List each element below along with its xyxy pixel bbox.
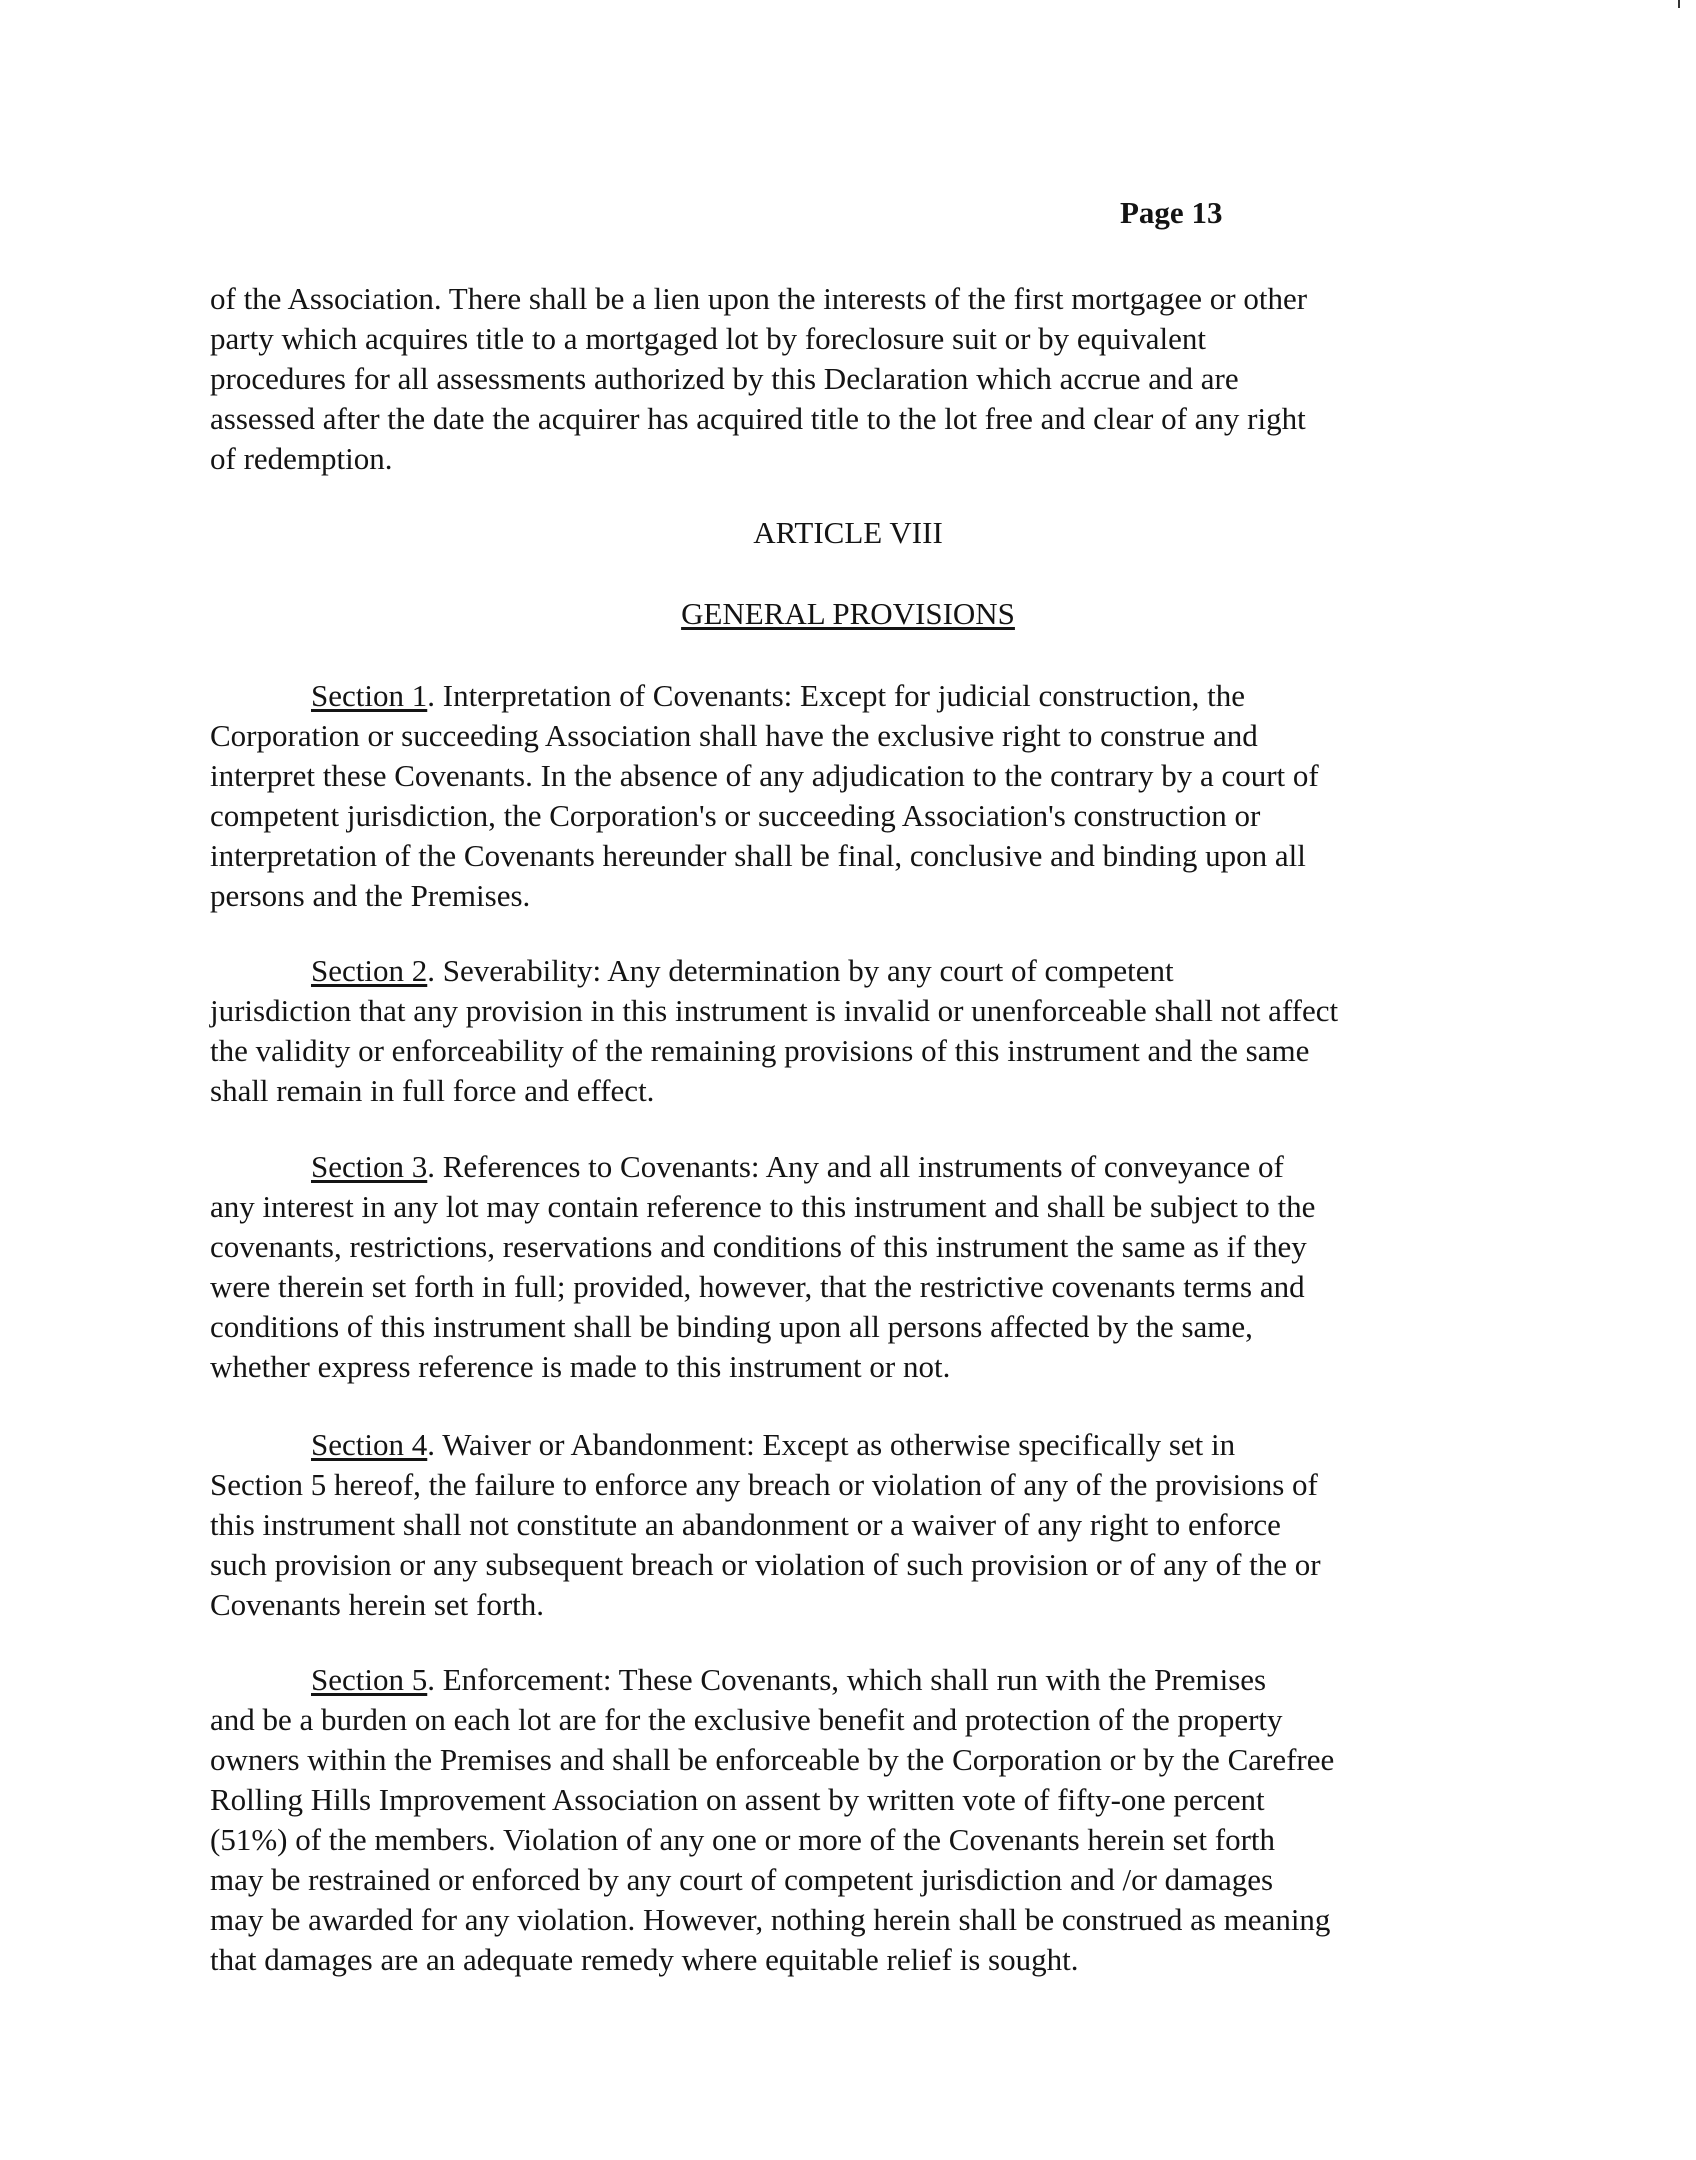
text-line: were therein set forth in full; provided, however, that the restrictive covenants terms and <box>210 1269 1305 1304</box>
text-line: Section 5 hereof, the failure to enforce any breach or violation of any of the provisions of <box>210 1467 1318 1502</box>
section-heading-text: . References to Covenants: Any and all instruments of conveyance of <box>427 1149 1284 1184</box>
section-2-first-line <box>311 951 1174 991</box>
section-heading-text: . Waiver or Abandonment: Except as otherwise specifically set in <box>427 1427 1236 1462</box>
section-heading-text: . Severability: Any determination by any court of competent <box>427 953 1174 988</box>
section-3-first-line <box>311 1147 1284 1187</box>
section-label: Section 1 <box>311 678 428 713</box>
text-line: procedures for all assessments authorized by this Declaration which accrue and are <box>210 361 1239 396</box>
section-4-first-line <box>311 1425 1235 1465</box>
text-line: may be awarded for any violation. However, nothing herein shall be construed as meaning <box>210 1902 1331 1937</box>
text-line: covenants, restrictions, reservations and conditions of this instrument the same as if they <box>210 1229 1307 1264</box>
text-line: party which acquires title to a mortgaged lot by foreclosure suit or by equivalent <box>210 321 1207 356</box>
text-line: persons and the Premises. <box>210 878 531 913</box>
section-label: Section 4 <box>311 1427 428 1462</box>
section-1-first-line <box>311 676 1245 716</box>
page-number: Page 13 <box>1120 195 1223 230</box>
text-line: owners within the Premises and shall be enforceable by the Corporation or by the Carefree <box>210 1742 1335 1777</box>
text-line: Rolling Hills Improvement Association on assent by written vote of fifty-one percent <box>210 1782 1265 1817</box>
text-line: Covenants herein set forth. <box>210 1587 545 1622</box>
text-line: (51%) of the members. Violation of any one or more of the Covenants herein set forth <box>210 1822 1276 1857</box>
article-title: GENERAL PROVISIONS <box>681 596 1015 631</box>
text-line: whether express reference is made to this instrument or not. <box>210 1349 951 1384</box>
text-line: interpretation of the Covenants hereunder shall be final, conclusive and binding upon all <box>210 838 1306 873</box>
text-line: of redemption. <box>210 441 393 476</box>
text-line: jurisdiction that any provision in this instrument is invalid or unenforceable shall not affect <box>210 993 1339 1028</box>
text-line: of the Association. There shall be a lien upon the interests of the first mortgagee or other <box>210 281 1308 316</box>
section-label: Section 3 <box>311 1149 428 1184</box>
text-line: any interest in any lot may contain reference to this instrument and shall be subject to the <box>210 1189 1316 1224</box>
scan-corner-mark <box>1678 0 1680 8</box>
section-5-first-line <box>311 1660 1266 1700</box>
text-line: conditions of this instrument shall be binding upon all persons affected by the same, <box>210 1309 1253 1344</box>
section-heading-text: . Interpretation of Covenants: Except for judicial construction, the <box>427 678 1246 713</box>
text-line: interpret these Covenants. In the absence of any adjudication to the contrary by a court of <box>210 758 1319 793</box>
text-line: and be a burden on each lot are for the exclusive benefit and protection of the property <box>210 1702 1283 1737</box>
article-title-row <box>0 596 1696 632</box>
text-line: this instrument shall not constitute an abandonment or a waiver of any right to enforce <box>210 1507 1281 1542</box>
section-label: Section 5 <box>311 1662 428 1697</box>
section-heading-text: . Enforcement: These Covenants, which shall run with the Premises <box>427 1662 1267 1697</box>
text-line: competent jurisdiction, the Corporation's or succeeding Association's construction or <box>210 798 1261 833</box>
article-number: ARTICLE VIII <box>753 515 943 550</box>
text-line: that damages are an adequate remedy where equitable relief is sought. <box>210 1942 1079 1977</box>
text-line: the validity or enforceability of the remaining provisions of this instrument and the same <box>210 1033 1310 1068</box>
text-line: such provision or any subsequent breach or violation of such provision or of any of the or <box>210 1547 1321 1582</box>
text-line: shall remain in full force and effect. <box>210 1073 655 1108</box>
section-label: Section 2 <box>311 953 428 988</box>
text-line: may be restrained or enforced by any court of competent jurisdiction and /or damages <box>210 1862 1274 1897</box>
text-line: Corporation or succeeding Association shall have the exclusive right to construe and <box>210 718 1258 753</box>
text-line: assessed after the date the acquirer has acquired title to the lot free and clear of any right <box>210 401 1306 436</box>
